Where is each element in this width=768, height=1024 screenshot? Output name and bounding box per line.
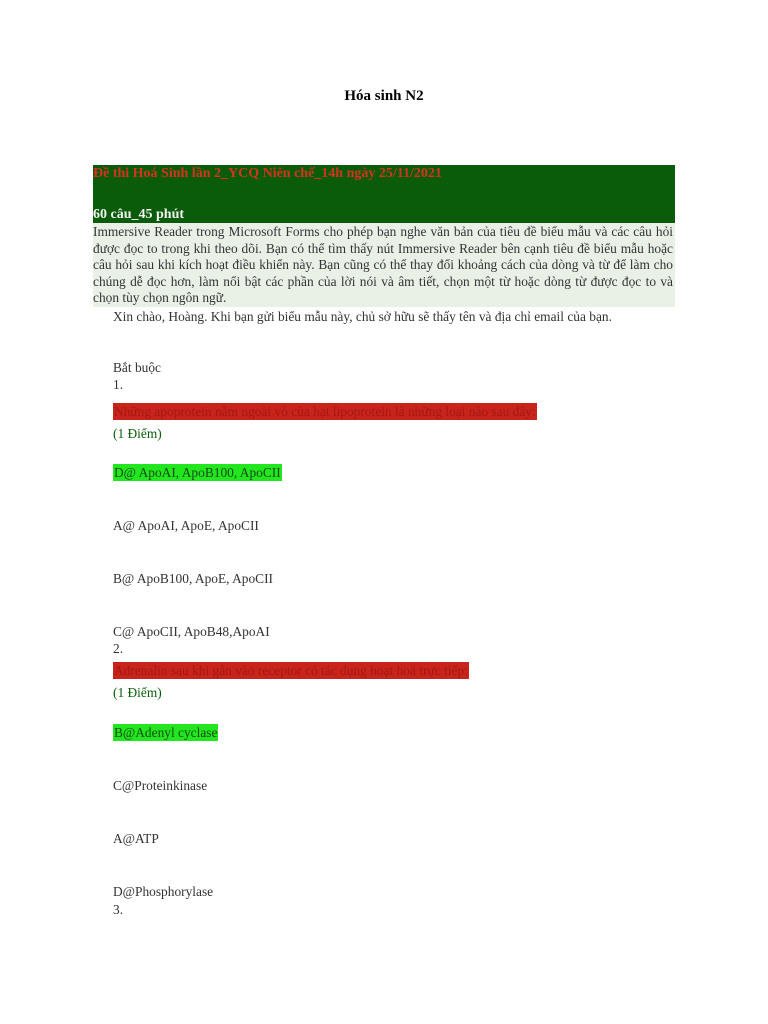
- question-points: (1 Điểm): [113, 426, 162, 441]
- answer-option[interactable]: B@ ApoB100, ApoE, ApoCII: [113, 571, 274, 586]
- document-title: Hóa sinh N2: [344, 88, 424, 104]
- answer-option[interactable]: C@ ApoCII, ApoB48,ApoAI: [113, 624, 270, 639]
- question-number: 2.: [113, 641, 124, 656]
- answer-option-correct[interactable]: B@Adenyl cyclase: [114, 725, 218, 740]
- answer-option[interactable]: A@ATP: [113, 831, 159, 846]
- required-label: Bắt buộc: [113, 360, 161, 375]
- answer-option[interactable]: D@Phosphorylase: [113, 884, 214, 899]
- question-points: (1 Điểm): [113, 685, 162, 700]
- question-number: 1.: [113, 377, 124, 392]
- question-text: Adrenalin sau khi gắn vào receptor có tác dụng hoạt hoá trực tiếp:: [114, 663, 468, 678]
- exam-duration: 60 câu_45 phút: [93, 207, 185, 222]
- answer-option-correct[interactable]: D@ ApoAI, ApoB100, ApoCII: [114, 465, 281, 480]
- question-text: Những apoprotein nằm ngoài vỏ của hạt lipoprotein là những loại nào sau đây:: [114, 404, 536, 419]
- greeting-text: Xin chào, Hoàng. Khi bạn gửi biểu mẫu này, chủ sở hữu sẽ thấy tên và địa chỉ email của bạn.: [113, 309, 612, 324]
- answer-option[interactable]: C@Proteinkinase: [113, 778, 208, 793]
- exam-name: Đề thi Hoá Sinh lần 2_YCQ Niên chế_14h ngày 25/11/2021: [93, 166, 442, 181]
- answer-option[interactable]: A@ ApoAI, ApoE, ApoCII: [113, 518, 259, 533]
- question-number: 3.: [113, 902, 124, 917]
- exam-banner: [93, 165, 675, 223]
- immersive-reader-description: Immersive Reader trong Microsoft Forms cho phép bạn nghe văn bản của tiêu đề biểu mẫu và các câu hỏi được đọc to trong khi theo dõi. Bạn có thể tìm thấy nút Immersive Reader bên cạnh tiêu đề biểu mẫu hoặc câu hỏi sau khi kích hoạt điều khiển này. Bạn cũng có thể thay đổi khoảng cách của dòng và từ để làm cho chúng dễ đọc hơn, làm nổi bật các phần của lời nói và âm tiết, chọn một từ hoặc dòng từ được đọc to và chọn tùy chọn ngôn ngữ.: [93, 224, 673, 306]
